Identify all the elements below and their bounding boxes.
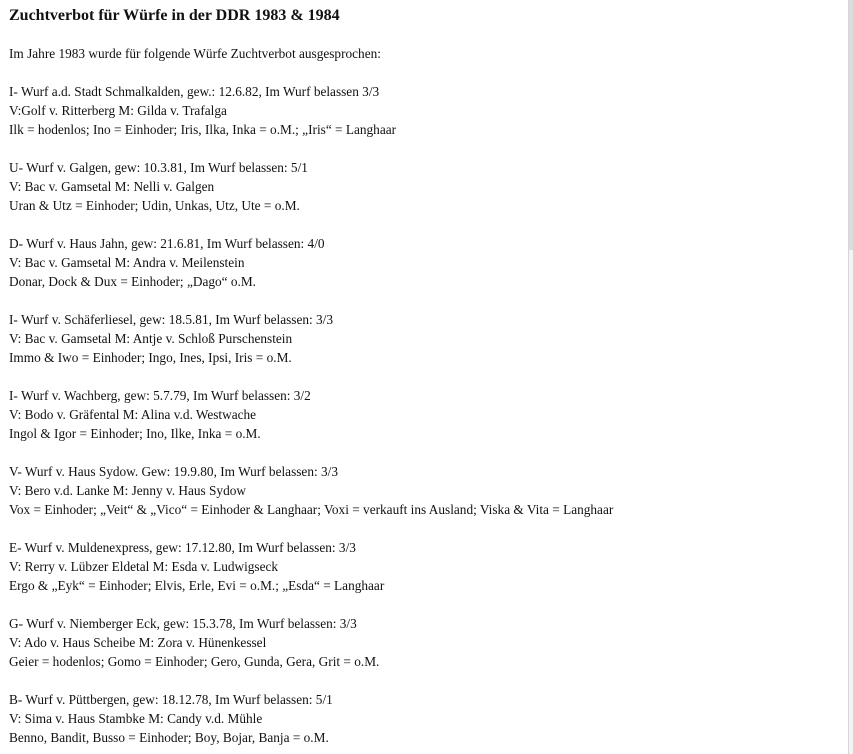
litter-details: Donar, Dock & Dux = Einhoder; „Dago“ o.M. (9, 274, 256, 289)
litter-parents: V: Bodo v. Gräfental M: Alina v.d. Westwache (9, 407, 257, 422)
litter-header: V- Wurf v. Haus Sydow. Gew: 19.9.80, Im Wurf belassen: 3/3 (9, 464, 338, 479)
litter-details: Ilk = hodenlos; Ino = Einhoder; Iris, Ilka, Inka = o.M.; „Iris“ = Langhaar (9, 122, 397, 137)
litter-parents: V: Bac v. Gamsetal M: Antje v. Schloß Purschenstein (9, 331, 293, 346)
litter-parents: V: Ado v. Haus Scheibe M: Zora v. Hünenkessel (9, 635, 267, 650)
litter-parents: V: Bac v. Gamsetal M: Andra v. Meilenstein (9, 255, 245, 270)
litter-header: U- Wurf v. Galgen, gew: 10.3.81, Im Wurf belassen: 5/1 (9, 160, 308, 175)
litter-details: Geier = hodenlos; Gomo = Einhoder; Gero, Gunda, Gera, Grit = o.M. (9, 654, 380, 669)
litter-details: Immo & Iwo = Einhoder; Ingo, Ines, Ipsi, Iris = o.M. (9, 350, 292, 365)
litter-parents: V: Bero v.d. Lanke M: Jenny v. Haus Sydow (9, 483, 246, 498)
litter-entry (9, 690, 843, 747)
litter-details: Ingol & Igor = Einhoder; Ino, Ilke, Inka = o.M. (9, 426, 261, 441)
scrollbar-thumb[interactable] (849, 0, 853, 250)
litter-entry (9, 310, 843, 367)
litter-details: Benno, Bandit, Busso = Einhoder; Boy, Bojar, Banja = o.M. (9, 730, 329, 745)
litter-parents: V: Bac v. Gamsetal M: Nelli v. Galgen (9, 179, 215, 194)
litter-parents: V: Rerry v. Lübzer Eldetal M: Esda v. Ludwigseck (9, 559, 279, 574)
litter-header: I- Wurf v. Schäferliesel, gew: 18.5.81, Im Wurf belassen: 3/3 (9, 312, 334, 327)
litter-entry (9, 82, 843, 139)
page-title: Zuchtverbot für Würfe in der DDR 1983 & 1984 (9, 7, 340, 24)
litter-entry (9, 386, 843, 443)
litter-header: I- Wurf v. Wachberg, gew: 5.7.79, Im Wurf belassen: 3/2 (9, 388, 311, 403)
litter-details: Uran & Utz = Einhoder; Udin, Unkas, Utz, Ute = o.M. (9, 198, 300, 213)
litter-details: Vox = Einhoder; „Veit“ & „Vico“ = Einhoder & Langhaar; Voxi = verkauft ins Ausland; Viska & Vita = Langhaar (9, 502, 614, 517)
litter-parents: V:Golf v. Ritterberg M: Gilda v. Trafalga (9, 103, 227, 118)
litter-entry (9, 234, 843, 291)
litter-header: D- Wurf v. Haus Jahn, gew: 21.6.81, Im Wurf belassen: 4/0 (9, 236, 325, 251)
litter-header: I- Wurf a.d. Stadt Schmalkalden, gew.: 12.6.82, Im Wurf belassen 3/3 (9, 84, 380, 99)
litter-parents: V: Sima v. Haus Stambke M: Candy v.d. Mühle (9, 711, 263, 726)
litter-entry (9, 158, 843, 215)
litter-entry (9, 614, 843, 671)
litter-header: B- Wurf v. Püttbergen, gew: 18.12.78, Im Wurf belassen: 5/1 (9, 692, 333, 707)
intro-text: Im Jahre 1983 wurde für folgende Würfe Zuchtverbot ausgesprochen: (9, 46, 381, 61)
scrollbar-track[interactable] (848, 0, 853, 754)
litter-header: G- Wurf v. Niemberger Eck, gew: 15.3.78, Im Wurf belassen: 3/3 (9, 616, 357, 631)
litter-details: Ergo & „Eyk“ = Einhoder; Elvis, Erle, Evi = o.M.; „Esda“ = Langhaar (9, 578, 385, 593)
litter-header: E- Wurf v. Muldenexpress, gew: 17.12.80, Im Wurf belassen: 3/3 (9, 540, 356, 555)
litter-entry (9, 462, 843, 519)
litter-entry (9, 538, 843, 595)
